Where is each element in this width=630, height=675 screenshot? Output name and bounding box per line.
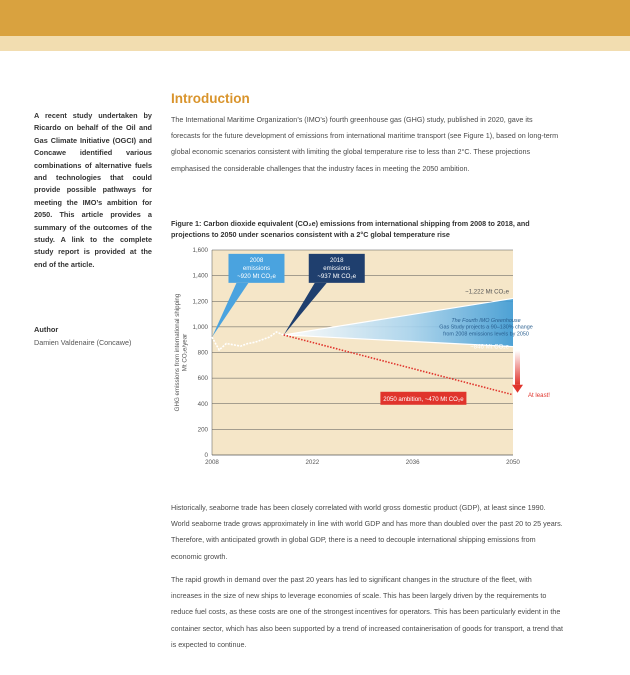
section-heading: Introduction: [171, 91, 250, 106]
lower-projection-label: ~846 Mt CO₂e: [470, 343, 509, 351]
y-axis-label: GHG emissions from international shippingMt CO₂e/year: [174, 293, 189, 412]
band-label: from 2008 emissions levels by 2050: [443, 331, 529, 338]
reduction-arrow-head: [512, 385, 523, 393]
emissions-chart: [165, 243, 565, 475]
figure-caption: Figure 1: Carbon dioxide equivalent (CO₂e) emissions from international shipping from 2008 to 2018, and projections to 2050 under scenarios consistent with a 2°C global temperature rise: [171, 219, 530, 239]
x-tick-label: 2036: [405, 459, 420, 466]
box-2018-text: 2018: [329, 256, 344, 264]
y-tick-label: 1,000: [192, 323, 208, 331]
header-band: [0, 0, 630, 36]
box-2008-text: emissions: [242, 264, 271, 272]
box-2018-text: emissions: [323, 264, 351, 272]
intro-paragraph: The International Maritime Organization’s (IMO’s) fourth greenhouse gas (GHG) study, published in 2020, gave its forecasts for the future development of emissions from international maritime transport (see Figure 1), based on long-term global economic scenarios consistent with limiting the global temperature rise to less than 2°C. These projections emphasised the considerable challenges that the industry faces in meeting the 2050 ambition.: [171, 115, 559, 173]
y-tick-label: 200: [197, 426, 208, 434]
at-least-label: At least!: [527, 391, 551, 399]
band-label: The Fourth IMO Greenhouse: [451, 317, 521, 324]
upper-projection-label: ~1,222 Mt CO₂e: [465, 288, 509, 296]
box-2008-text: 2008: [249, 256, 264, 264]
y-tick-label: 1,600: [192, 247, 208, 254]
reduction-arrow-shaft: [515, 351, 520, 385]
paragraph-3: The rapid growth in demand over the past 20 years has led to significant changes in the structure of the fleet, with increases in the size of new ships to leverage economies of scale. This has been largely driven by the requirements to reduce fuel costs, as these costs are one of the strongest incentives for operators. This has been particularly evident in the container sector, which has also been supported by a trend of increased containerisation of goods for transport, a trend that is expected to continue.: [171, 575, 563, 649]
x-tick-label: 2008: [205, 459, 219, 466]
author-name: Damien Valdenaire (Concawe): [34, 338, 132, 347]
y-tick-label: 600: [197, 375, 208, 383]
y-tick-label: 0: [204, 452, 208, 459]
x-tick-label: 2022: [305, 459, 320, 466]
band-label: Gas Study projects a 90–130% change: [439, 324, 533, 331]
paragraph-2: Historically, seaborne trade has been closely correlated with world gross domestic product (GDP), at least since 1990. World seaborne trade grows approximately in line with world GDP and has more than doubled over the past 20 to 25 years. Therefore, with anticipated growth in global GDP, there is a need to decouple international shipping emissions from economic growth.: [171, 503, 563, 561]
header-band-light: [0, 36, 630, 51]
author-label: Author: [34, 325, 59, 334]
x-axis-ticks: [205, 459, 520, 466]
box-2018-text: ~937 Mt CO₂e: [317, 272, 357, 280]
y-tick-label: 1,200: [192, 298, 208, 306]
y-tick-label: 800: [197, 349, 208, 357]
x-tick-label: 2050: [506, 459, 520, 466]
y-axis-ticks: [193, 247, 209, 459]
y-tick-label: 1,400: [192, 272, 208, 280]
sidebar: [34, 110, 152, 271]
sidebar-summary: A recent study undertaken by Ricardo on behalf of the Oil and Gas Climate Initiative (OGCI) and Concawe identified various combinations of alternative fuels and technologies that could provide possible pathways for meeting the IMO’s ambition for 2050. This article provides a summary of the outcomes of the study. A link to the complete study report is provided at the end of the article.: [34, 111, 152, 269]
ambition-label: 2050 ambition, ~470 Mt CO₂e: [383, 395, 464, 403]
box-2008-text: ~920 Mt CO₂e: [237, 272, 276, 280]
y-tick-label: 400: [197, 400, 208, 408]
